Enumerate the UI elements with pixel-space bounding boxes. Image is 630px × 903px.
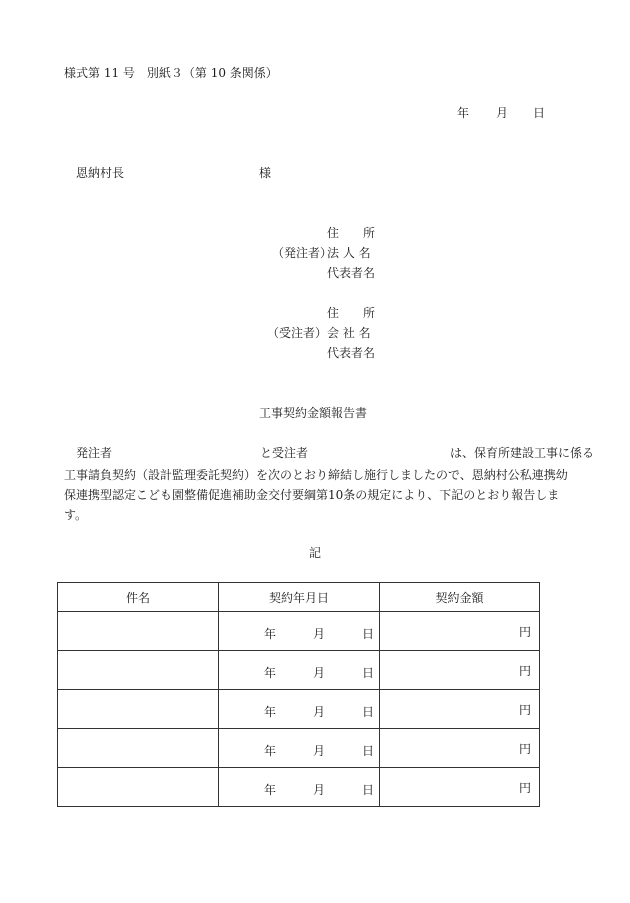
body-paragraph: 工事請負契約（設計監理委託契約）を次のとおり締結し施行しましたので、恩納村公私連携幼保連携型認定こども園整備促進補助金交付要綱第10条の規定により、下記のとおり報告します。 bbox=[64, 468, 568, 522]
day-label: 日 bbox=[362, 744, 375, 758]
amount-cell[interactable]: 円 bbox=[380, 768, 540, 807]
day-label: 日 bbox=[362, 666, 375, 680]
header-contract-amount: 契約金額 bbox=[380, 583, 540, 612]
name-cell[interactable] bbox=[58, 729, 219, 768]
body-first-line-tail: は、保育所建設工事に係る bbox=[450, 446, 595, 460]
month-label: 月 bbox=[313, 627, 326, 641]
month-label: 月 bbox=[313, 783, 326, 797]
name-cell[interactable] bbox=[58, 612, 219, 651]
date-cell[interactable] bbox=[219, 651, 380, 690]
month-label: 月 bbox=[313, 666, 326, 680]
contractor-rep-label: 代表者名 bbox=[327, 346, 376, 360]
table-row bbox=[58, 612, 540, 651]
date-cell[interactable] bbox=[219, 729, 380, 768]
year-label: 年 bbox=[264, 705, 277, 719]
month-label: 月 bbox=[313, 705, 326, 719]
contract-table bbox=[57, 582, 540, 807]
date-cell[interactable] bbox=[219, 612, 380, 651]
header-name: 件名 bbox=[58, 583, 219, 612]
ki-heading: 記 bbox=[309, 546, 322, 560]
document-title: 工事契約金額報告書 bbox=[259, 406, 368, 420]
date-cell[interactable] bbox=[219, 690, 380, 729]
recipient-honorific: 様 bbox=[259, 166, 272, 180]
date-day-label: 日 bbox=[533, 106, 546, 120]
table-header-row bbox=[58, 583, 540, 612]
table-row bbox=[58, 768, 540, 807]
form-number: 様式第 11 号 別紙３（第 10 条関係） bbox=[64, 66, 278, 80]
date-cell[interactable] bbox=[219, 768, 380, 807]
day-label: 日 bbox=[362, 705, 375, 719]
amount-cell[interactable]: 円 bbox=[380, 729, 540, 768]
orderer-corp-label: 法 人 名 bbox=[327, 246, 371, 260]
day-label: 日 bbox=[362, 627, 375, 641]
year-label: 年 bbox=[264, 783, 277, 797]
body-orderer-label: 発注者 bbox=[76, 446, 113, 460]
body-contractor-label: と受注者 bbox=[260, 446, 309, 460]
year-label: 年 bbox=[264, 627, 277, 641]
amount-cell[interactable]: 円 bbox=[380, 690, 540, 729]
month-label: 月 bbox=[313, 744, 326, 758]
date-month-label: 月 bbox=[496, 106, 509, 120]
contractor-corp-label: 会 社 名 bbox=[327, 326, 371, 340]
day-label: 日 bbox=[362, 783, 375, 797]
amount-cell[interactable]: 円 bbox=[380, 612, 540, 651]
contractor-role: （受注者） bbox=[267, 326, 328, 340]
table-row bbox=[58, 651, 540, 690]
name-cell[interactable] bbox=[58, 768, 219, 807]
recipient-name: 恩納村長 bbox=[76, 166, 125, 180]
orderer-address-label: 住 所 bbox=[327, 226, 376, 240]
year-label: 年 bbox=[264, 744, 277, 758]
year-label: 年 bbox=[264, 666, 277, 680]
orderer-role: （発注者） bbox=[272, 246, 333, 260]
table-row bbox=[58, 729, 540, 768]
name-cell[interactable] bbox=[58, 690, 219, 729]
amount-cell[interactable]: 円 bbox=[380, 651, 540, 690]
name-cell[interactable] bbox=[58, 651, 219, 690]
date-year-label: 年 bbox=[457, 106, 470, 120]
contractor-address-label: 住 所 bbox=[327, 306, 376, 320]
orderer-rep-label: 代表者名 bbox=[327, 266, 376, 280]
table-row bbox=[58, 690, 540, 729]
header-contract-date: 契約年月日 bbox=[219, 583, 380, 612]
